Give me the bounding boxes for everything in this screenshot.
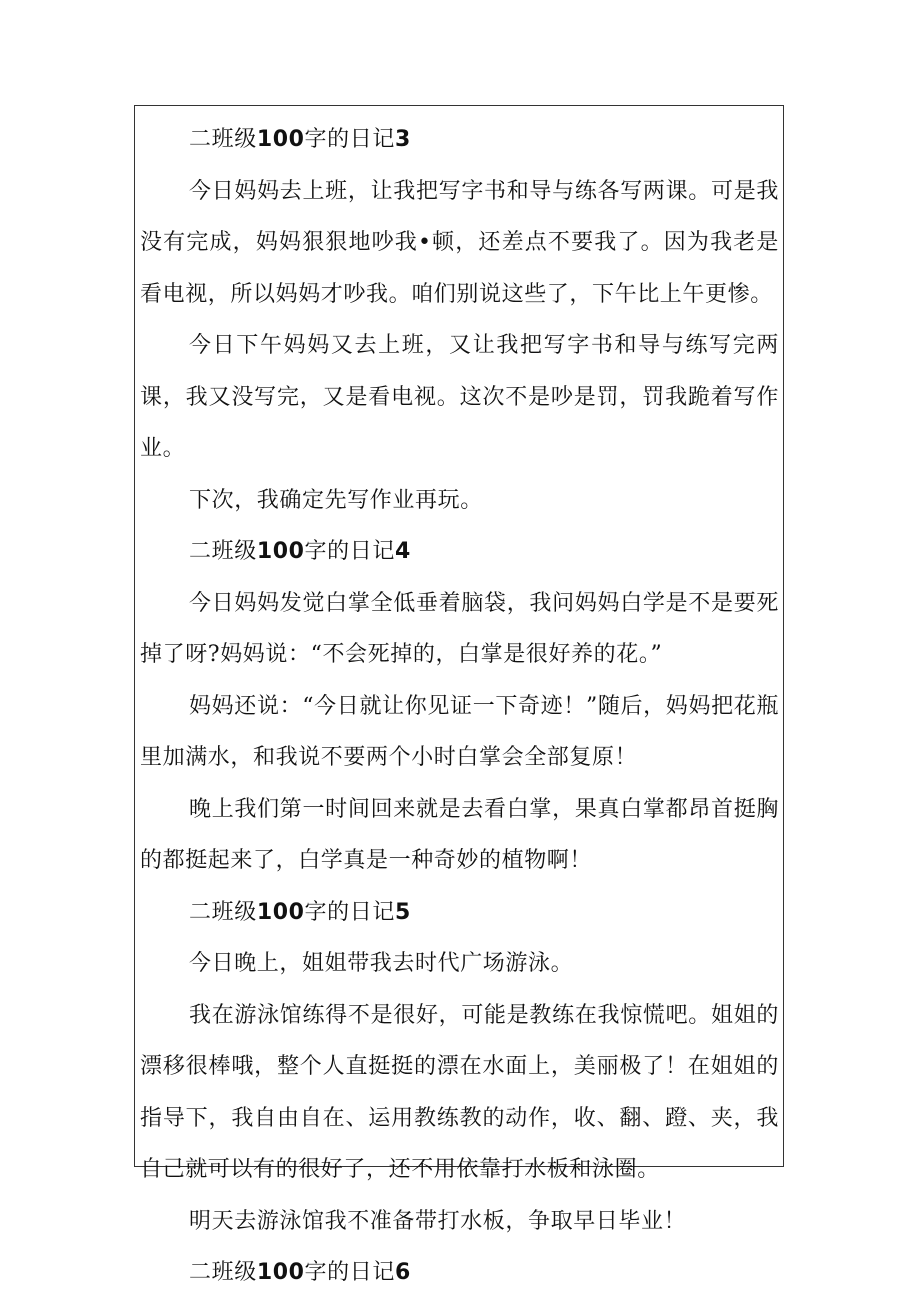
paragraph: 今日晚上，姐姐带我去时代广场游泳。	[189, 951, 574, 976]
document-body	[135, 106, 785, 1299]
paragraph: 晚上我们第一时间回来就是去看白掌，果真白掌都昂首挺胸的都挺起来了，白学真是一种奇妙的植物啊！	[140, 796, 779, 873]
paragraph: 今日下午妈妈又去上班，又让我把写字书和导与练写完两课，我又没写完，又是看电视。这次不是吵是罚，罚我跪着写作业。	[140, 333, 779, 461]
paragraph: 今日妈妈去上班，让我把写字书和导与练各写两课。可是我没有完成，妈妈狠狠地吵我•顿，还差点不要我了。因为我老是看电视，所以妈妈才吵我。咱们别说这些了，下午比上午更惨。	[140, 178, 779, 307]
paragraph: 妈妈还说：“今日就让你见证一下奇迹！”随后，妈妈把花瓶里加满水，和我说不要两个小时白掌会全部复原！	[140, 693, 779, 770]
paragraph: 今日妈妈发觉白掌全低垂着脑袋，我问妈妈白学是不是要死掉了呀?妈妈说：“不会死掉的，白掌是很好养的花。”	[140, 590, 779, 667]
paragraph: 明天去游泳馆我不准备带打水板，争取早日毕业！	[189, 1208, 687, 1234]
entry-heading: 二班级100字的日记6	[189, 1260, 411, 1285]
entry-heading: 二班级100字的日记3	[189, 127, 411, 152]
paragraph: 我在游泳馆练得不是很好，可能是教练在我惊慌吧。姐姐的漂移很棒哦，整个人直挺挺的漂在水面上，美丽极了！在姐姐的指导下，我自由自在、运用教练教的动作，收、翻、蹬、夹，我自己就可以有的很好了，还不用依靠打水板和泳圈。	[140, 1002, 779, 1182]
document-frame	[134, 105, 784, 1285]
paragraph: 下次，我确定先写作业再玩。	[189, 487, 483, 513]
entry-heading: 二班级100字的日记5	[189, 899, 411, 925]
entry-heading: 二班级100字的日记4	[189, 539, 411, 564]
